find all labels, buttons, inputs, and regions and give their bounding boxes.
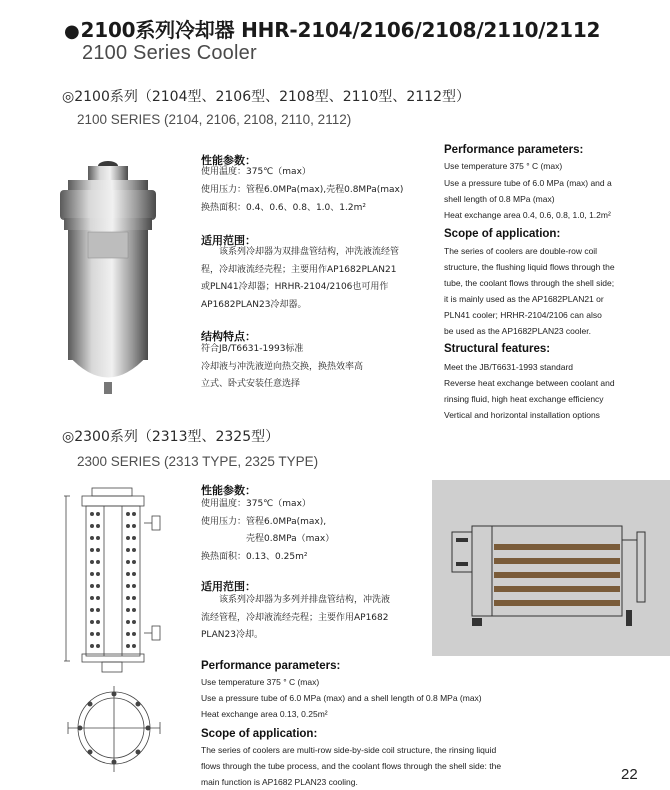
scope-line: PLN41 cooler; HRHR-2104/2106 can also	[444, 310, 602, 320]
scope-line: The series of coolers are multi-row side-by-side coil structure, the rinsing liquid	[201, 745, 497, 755]
section-2300-subtitle: 2300 SERIES (2313 TYPE, 2325 TYPE)	[77, 454, 319, 469]
circle-bullet-icon: ◎	[62, 429, 75, 445]
structure-line: Meet the JB/T6631-1993 standard	[444, 362, 573, 372]
structure-line: Reverse heat exchange between coolant and	[444, 378, 615, 388]
scope-heading-en: Scope of application:	[201, 728, 318, 740]
scope-line: structure, the flushing liquid flows through the	[444, 262, 615, 272]
perf-line-en: Heat exchange area 0.4, 0.6, 0.8, 1.0, 1.2m²	[444, 210, 611, 220]
perf-heading-cn: 性能参数：	[201, 154, 256, 167]
perf-line-cn: 使用压力：管程6.0MPa(max),壳程0.8MPa(max)	[201, 185, 404, 195]
perf-text-cn	[201, 496, 334, 566]
perf-line: Use temperature 375 ° C (max)	[201, 677, 320, 687]
perf-line-cn: 使用温度：375℃（max）	[201, 167, 311, 177]
perf-heading-en: Performance parameters:	[444, 144, 584, 156]
structure-heading-en: Structural features:	[444, 343, 551, 355]
structure-line: 立式、卧式安装任意选择	[201, 379, 301, 389]
perf-heading-en: Performance parameters:	[201, 660, 341, 672]
perf-line: 使用温度：375℃（max）	[201, 499, 311, 509]
scope-line: 程，冷却液流经壳程；主要用作AP1682PLAN21	[201, 264, 397, 275]
scope-line: main function is AP1682 PLAN23 cooling.	[201, 777, 358, 787]
page-number: 22	[621, 766, 638, 783]
cooler-2300-section-drawing	[432, 480, 670, 656]
scope-heading-en: Scope of application:	[444, 228, 561, 240]
structure-line: 符合JB/T6631-1993标准	[201, 344, 304, 354]
scope-line: flows through the tube process, and the coolant flows through the shell side: the	[201, 761, 502, 771]
scope-text-en	[444, 243, 640, 339]
perf-line: 壳程0.8MPa（max）	[201, 534, 335, 544]
scope-line: be used as the AP1682PLAN23 cooler.	[444, 326, 591, 336]
perf-line-cn: 换热面积：0.4、0.6、0.8、1.0、1.2m²	[201, 203, 366, 213]
perf-line: Use a pressure tube of 6.0 MPa (max) and a shell length of 0.8 MPa (max)	[201, 693, 482, 703]
perf-text-en	[201, 674, 482, 722]
cooler-2100-photo	[58, 150, 164, 400]
scope-line: 该系列冷却器为多列并排盘管结构，冲洗液	[201, 595, 391, 605]
cooler-2300-top-view	[62, 682, 172, 782]
section-2100-title: ◎2100系列（2104型、2106型、2108型、2110型、2112型）	[62, 89, 470, 105]
scope-line: 该系列冷却器为双排盘管结构，冲洗液流经管	[201, 247, 400, 257]
structure-heading-cn: 结构特点：	[201, 330, 256, 343]
scope-text-en	[201, 742, 551, 790]
perf-line: 换热面积：0.13、0.25m²	[201, 551, 308, 562]
scope-text-cn	[201, 244, 429, 314]
cooler-2300-drawing	[62, 486, 172, 676]
perf-line-en: Use temperature 375 ° C (max)	[444, 161, 563, 171]
scope-text-cn	[201, 592, 390, 645]
perf-line-en: Use a pressure tube of 6.0 MPa (max) and a	[444, 178, 612, 188]
perf-line: Heat exchange area 0.13, 0.25m²	[201, 709, 328, 719]
perf-line-en: shell length of 0.8 MPa (max)	[444, 194, 555, 204]
scope-line: 流经管程，冷却液流经壳程；主要作用AP1682	[201, 612, 389, 623]
perf-line: 使用压力：管程6.0MPa(max),	[201, 516, 327, 527]
circle-bullet-icon: ◎	[62, 89, 75, 105]
page-title: ●2100系列冷却器 HHR-2104/2106/2108/2110/2112	[64, 18, 601, 42]
perf-heading-cn: 性能参数：	[201, 484, 256, 497]
section-2300-title: ◎2300系列（2313型、2325型）	[62, 429, 280, 445]
scope-line: 或PLN41冷却器；HRHR-2104/2106也可用作	[201, 282, 389, 292]
scope-line: tube, the coolant flows through the shell side;	[444, 278, 615, 288]
structure-line: rinsing fluid, high heat exchange efficiency	[444, 394, 604, 404]
scope-line: The series of coolers are double-row coil	[444, 246, 598, 256]
scope-heading-cn: 适用范围：	[201, 580, 256, 593]
structure-text-cn	[201, 341, 363, 394]
structure-line: 冷却液与冲洗液逆向热交换，换热效率高	[201, 361, 364, 372]
scope-line: AP1682PLAN23冷却器。	[201, 299, 307, 310]
section-2100-subtitle: 2100 SERIES (2104, 2106, 2108, 2110, 2112)	[77, 112, 352, 127]
structure-text-en	[444, 359, 615, 423]
cooler-2300-section-photo	[432, 480, 670, 656]
scope-line: it is mainly used as the AP1682PLAN21 or	[444, 294, 604, 304]
scope-heading-cn: 适用范围：	[201, 234, 256, 247]
bullet-icon: ●	[64, 21, 80, 42]
page-subtitle: 2100 Series Cooler	[82, 42, 257, 64]
scope-line: PLAN23冷却。	[201, 630, 263, 640]
structure-line: Vertical and horizontal installation options	[444, 410, 600, 420]
